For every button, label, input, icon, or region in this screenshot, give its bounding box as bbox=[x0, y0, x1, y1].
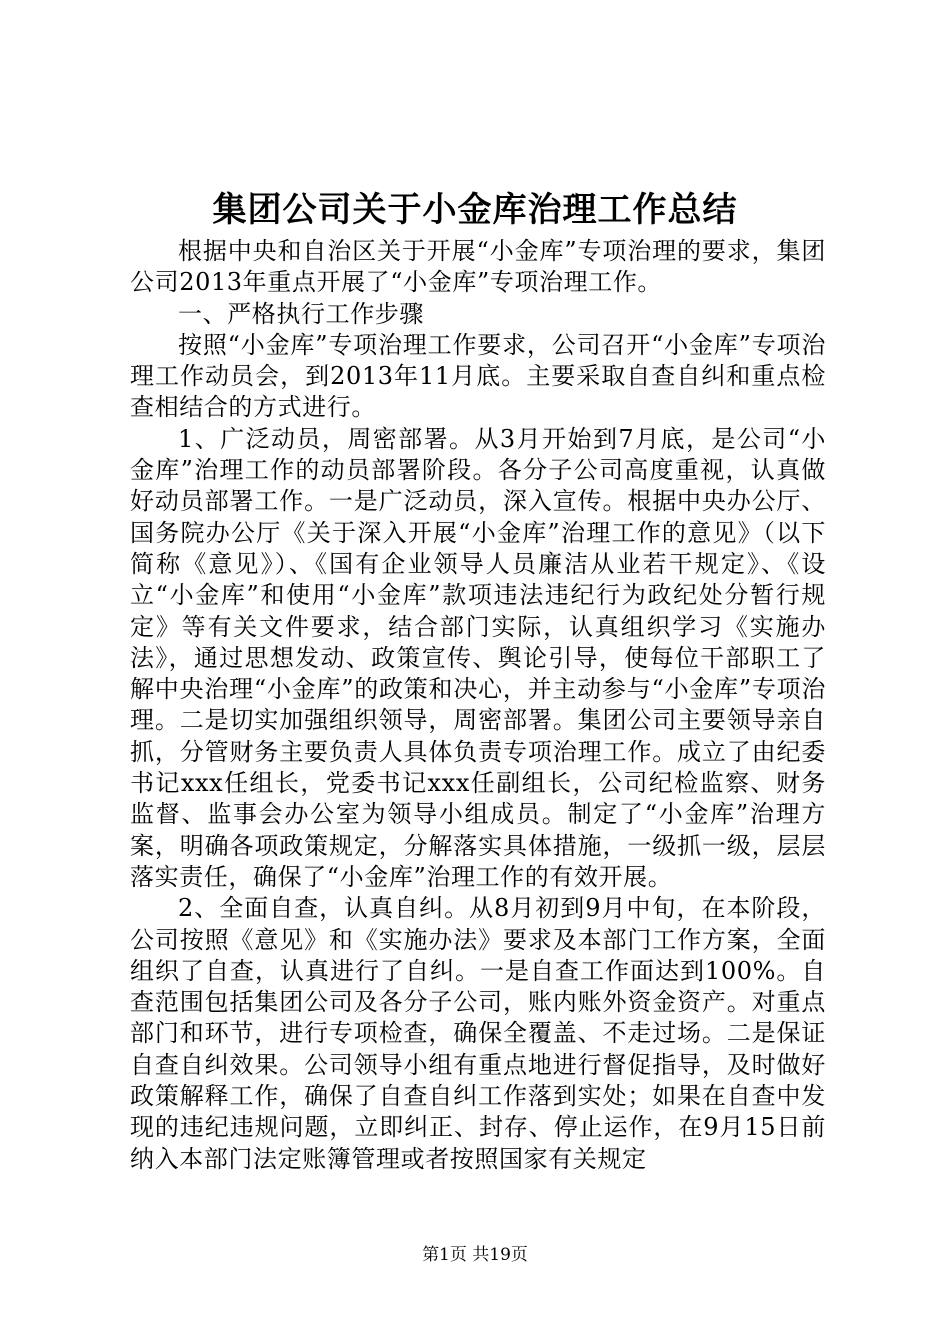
document-title: 集团公司关于小金库治理工作总结 bbox=[212, 190, 738, 230]
paragraph-self-inspection: 2、全面自查，认真自纠。从8月初到9月中旬，在本阶段，公司按照《意见》和《实施办法》要求及本部门工作方案，全面组织了自查，认真进行了自纠。一是自查工作面达到100%。自查范围包括集团公司及各分子公司，账内账外资金资产。对重点部门和环节，进行专项检查，确保全覆盖、不走过场。二是保证自查自纠效果。公司领导小组有重点地进行督促指导，及时做好政策解释工作，确保了自查自纠工作落到实处；如果在自查中发现的违纪违规问题，立即纠正、封存、停止运作，在9月15日前纳入本部门法定账簿管理或者按照国家有关规定 bbox=[130, 894, 826, 1173]
paragraph-requirements: 按照“小金库”专项治理工作要求，公司召开“小金库”专项治理工作动员会，到2013年11月底。主要采取自查自纠和重点检查相结合的方式进行。 bbox=[130, 330, 826, 422]
document-body bbox=[130, 236, 826, 1175]
page-indicator: 第1页 共19页 bbox=[422, 1245, 528, 1265]
paragraph-intro: 根据中央和自治区关于开展“小金库”专项治理的要求，集团公司2013年重点开展了“小金库”专项治理工作。 bbox=[130, 237, 826, 297]
section-heading: 一、严格执行工作步骤 bbox=[178, 299, 424, 328]
paragraph-mobilization: 1、广泛动员，周密部署。从3月开始到7月底，是公司“小金库”治理工作的动员部署阶段。各分子公司高度重视，认真做好动员部署工作。一是广泛动员，深入宣传。根据中央办公厅、国务院办公厅《关于深入开展“小金库”治理工作的意见》（以下简称《意见》）、《国有企业领导人员廉洁从业若干规定》、《设立“小金库”和使用“小金库”款项违法违纪行为政纪处分暂行规定》等有关文件要求，结合部门实际，认真组织学习《实施办法》，通过思想发动、政策宣传、舆论引导，使每位干部职工了解中央治理“小金库”的政策和决心，并主动参与“小金库”专项治理。二是切实加强组织领导，周密部署。集团公司主要领导亲自抓，分管财务主要负责人具体负责专项治理工作。成立了由纪委书记xxx任组长，党委书记xxx任副组长，公司纪检监察、财务监督、监事会办公室为领导小组成员。制定了“小金库”治理方案，明确各项政策规定，分解落实具体措施，一级抓一级，层层落实责任，确保了“小金库”治理工作的有效开展。 bbox=[130, 424, 826, 891]
